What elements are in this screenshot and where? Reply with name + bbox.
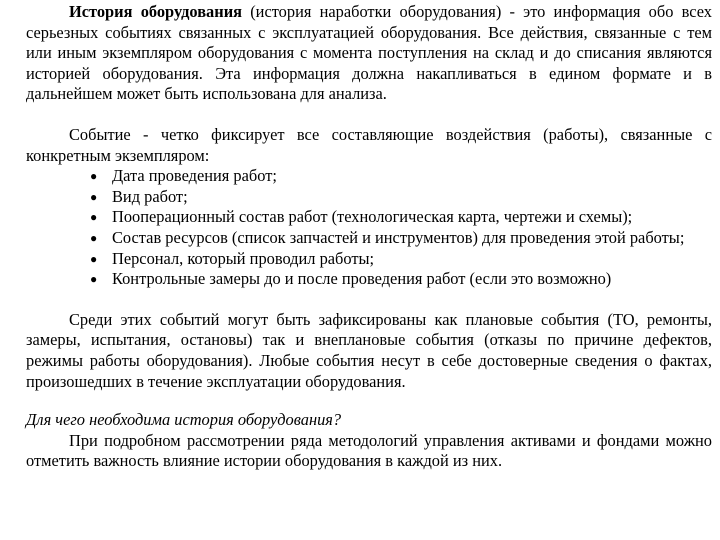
- list-item: ● Дата проведения работ;: [90, 166, 277, 186]
- intro-text: (история наработки оборудования) - это информация обо всех серьезных событиях связанных с эксплуатацией оборудования. Все действия, связанные с тем или иным экземпляром оборудования с момента поступления на склад и до списания являются историей оборудования. Эта информация должна накапливаться в едином формате и в дальнейшем может быть использована для анализа.: [26, 2, 712, 104]
- answer-paragraph: При подробном рассмотрении ряда методологий управления активами и фондами можно отметить важность влияние истории оборудования в каждой из них.: [26, 430, 712, 471]
- event-paragraph: Событие - четко фиксирует все составляющие воздействия (работы), связанные с конкретным экземпляром:: [26, 124, 712, 165]
- question-heading: Для чего необходима история оборудования?: [26, 410, 342, 430]
- list-item: ● Контрольные замеры до и после проведения работ (если это возможно): [90, 269, 612, 289]
- bullet-icon: ●: [90, 210, 98, 225]
- list-item: ● Состав ресурсов (список запчастей и инструментов) для проведения этой работы;: [90, 227, 685, 247]
- list-item: ● Вид работ;: [90, 186, 188, 206]
- intro-term: История оборудования: [69, 2, 243, 21]
- bullet-icon: ●: [90, 169, 98, 184]
- list-item: ● Пооперационный состав работ (технологическая карта, чертежи и схемы);: [90, 207, 633, 227]
- document-page: [26, 0, 712, 472]
- bullet-icon: ●: [90, 251, 98, 266]
- intro-paragraph: [26, 2, 712, 105]
- bullet-icon: ●: [90, 272, 98, 287]
- list-item: ● Персонал, который проводил работы;: [90, 248, 375, 268]
- events-paragraph: Среди этих событий могут быть зафиксированы как плановые события (ТО, ремонты, замеры, испытания, остановы) так и внеплановые события (отказы по причине дефектов, режимы работы оборудования). Любые события несут в себе достоверные сведения о фактах, произошедших в течение эксплуатации оборудования.: [26, 309, 712, 391]
- bullet-icon: ●: [90, 230, 98, 245]
- event-list: [26, 166, 712, 290]
- bullet-icon: ●: [90, 189, 98, 204]
